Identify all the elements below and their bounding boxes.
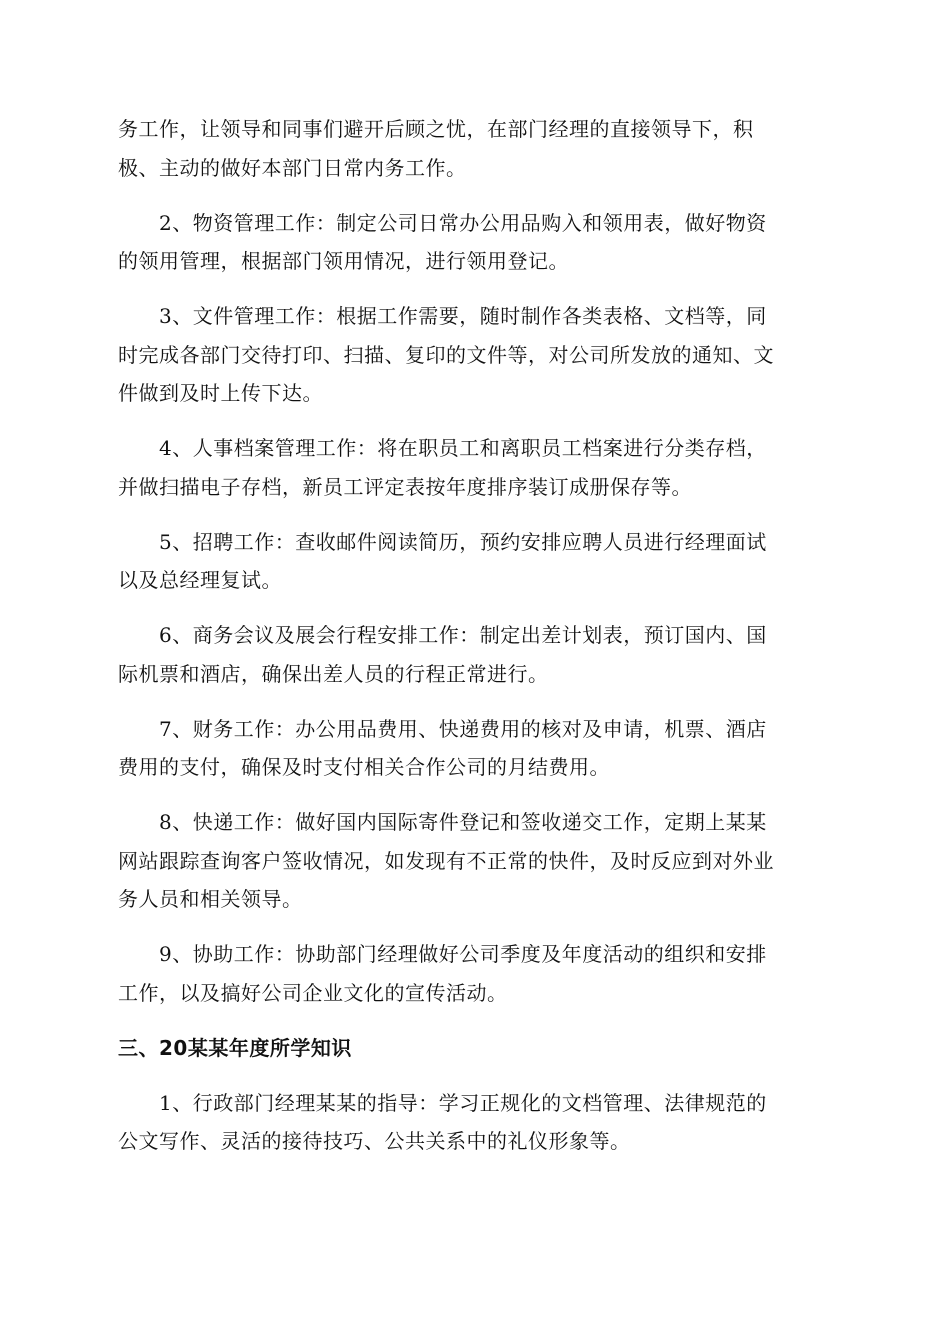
text-line: 并做扫描电子存档，新员工评定表按年度排序装订成册保存等。 xyxy=(118,474,692,499)
paragraph-item-4 xyxy=(118,429,830,506)
text-line: 际机票和酒店，确保出差人员的行程正常进行。 xyxy=(118,661,549,686)
paragraph-item-3 xyxy=(118,297,830,413)
text-line: 8、快递工作：做好国内国际寄件登记和签收递交工作，定期上某某 xyxy=(159,810,767,834)
paragraph-item-7 xyxy=(118,710,830,787)
text-line: 务人员和相关领导。 xyxy=(118,887,303,911)
text-line: 公文写作、灵活的接待技巧、公共关系中的礼仪形象等。 xyxy=(118,1129,631,1153)
text-line: 4、人事档案管理工作：将在职员工和离职员工档案进行分类存档， xyxy=(159,436,767,460)
text-line: 1、行政部门经理某某的指导：学习正规化的文档管理、法律规范的 xyxy=(159,1090,767,1115)
text-line: 2、物资管理工作：制定公司日常办公用品购入和领用表，做好物资 xyxy=(159,210,767,235)
section-heading: 三、20某某年度所学知识 xyxy=(118,1035,352,1060)
text-line: 3、文件管理工作：根据工作需要，随时制作各类表格、文档等，同 xyxy=(159,304,767,328)
text-line: 6、商务会议及展会行程安排工作：制定出差计划表，预订国内、国 xyxy=(159,623,767,647)
paragraph-item-6 xyxy=(118,616,830,693)
document-page xyxy=(118,110,830,1177)
paragraph-continuation xyxy=(118,110,830,187)
text-line: 费用的支付，确保及时支付相关合作公司的月结费用。 xyxy=(118,755,610,779)
paragraph-item-9 xyxy=(118,935,830,1012)
paragraph-item-2 xyxy=(118,204,830,281)
section-paragraph-item-1 xyxy=(118,1084,830,1161)
text-line: 工作，以及搞好公司企业文化的宣传活动。 xyxy=(118,980,508,1005)
text-line: 网站跟踪查询客户签收情况，如发现有不正常的快件，及时反应到对外业 xyxy=(118,848,774,873)
text-line: 的领用管理，根据部门领用情况，进行领用登记。 xyxy=(118,249,569,273)
text-line: 件做到及时上传下达。 xyxy=(118,381,323,405)
text-line: 务工作，让领导和同事们避开后顾之忧，在部门经理的直接领导下，积 xyxy=(118,117,754,141)
text-line: 7、财务工作：办公用品费用、快递费用的核对及申请，机票、酒店 xyxy=(159,716,767,741)
paragraph-item-5 xyxy=(118,523,830,600)
text-line: 9、协助工作：协助部门经理做好公司季度及年度活动的组织和安排 xyxy=(159,942,767,966)
text-line: 5、招聘工作：查收邮件阅读简历，预约安排应聘人员进行经理面试 xyxy=(159,529,767,554)
text-line: 极、主动的做好本部门日常内务工作。 xyxy=(118,155,467,180)
text-line: 时完成各部门交待打印、扫描、复印的文件等，对公司所发放的通知、文 xyxy=(118,342,774,367)
paragraph-item-8 xyxy=(118,803,830,919)
text-line: 以及总经理复试。 xyxy=(118,568,282,592)
